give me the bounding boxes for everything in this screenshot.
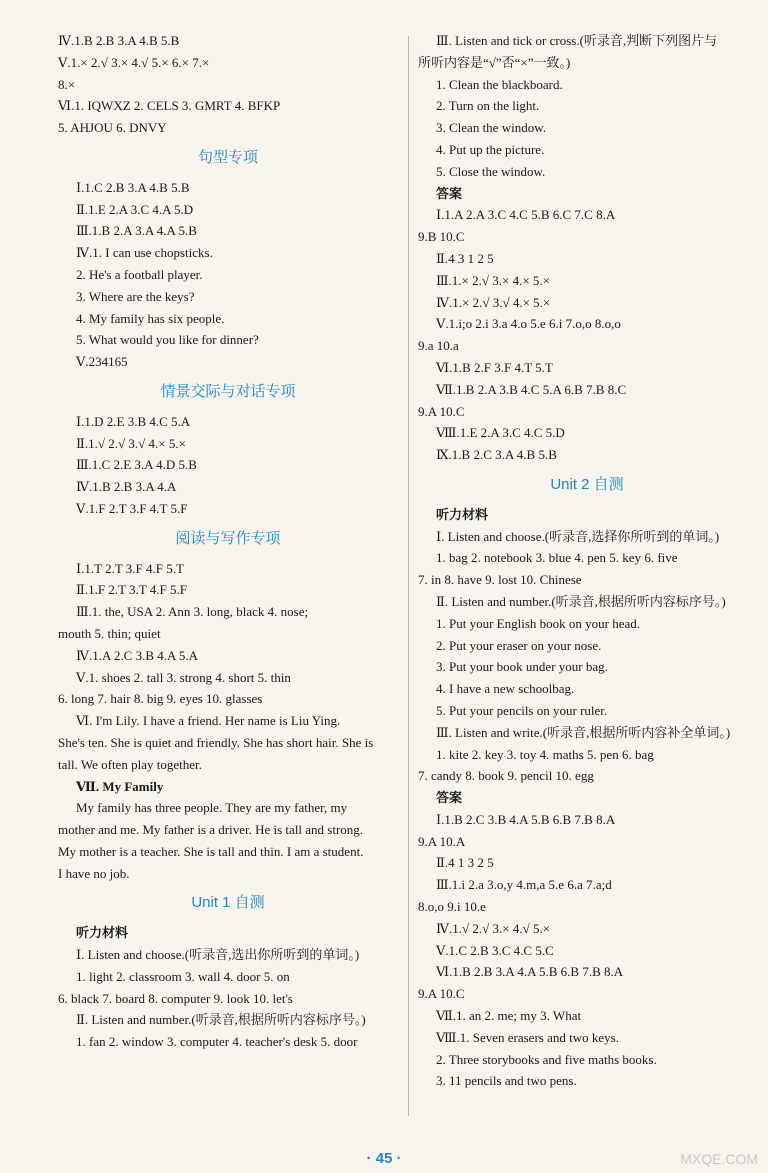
text-line: 所听内容是“√”否“×”一致。) bbox=[418, 54, 571, 70]
text-line: Ⅳ.1.× 2.√ 3.√ 4.× 5.× bbox=[436, 294, 551, 310]
text-line: Ⅴ.1.F 2.T 3.F 4.T 5.F bbox=[76, 500, 188, 516]
text-line: Ⅰ.1.C 2.B 3.A 4.B 5.B bbox=[76, 179, 190, 195]
text-line: 2. Turn on the light. bbox=[436, 98, 540, 114]
text-line: 听力材料 bbox=[436, 506, 489, 522]
text-line: Ⅰ. Listen and choose.(听录音,选出你所听到的单词。) bbox=[76, 947, 360, 963]
text-line: Ⅲ. Listen and write.(听录音,根据所听内容补全单词。) bbox=[436, 724, 731, 740]
text-line: Ⅲ. Listen and tick or cross.(听录音,判断下列图片与 bbox=[436, 33, 718, 48]
text-line: Ⅲ.1.× 2.√ 3.× 4.× 5.× bbox=[436, 272, 550, 288]
text-line: 8.× bbox=[58, 76, 76, 92]
text-line: 6. black 7. board 8. computer 9. look 10. let's bbox=[58, 990, 293, 1006]
text-line: Ⅰ.1.D 2.E 3.B 4.C 5.A bbox=[76, 413, 191, 429]
text-line: Ⅷ.1. Seven erasers and two keys. bbox=[436, 1029, 619, 1045]
text-line: Ⅰ.1.B 2.C 3.B 4.A 5.B 6.B 7.B 8.A bbox=[436, 811, 616, 827]
text-line: 5. Put your pencils on your ruler. bbox=[436, 702, 608, 718]
text-line: Ⅷ.1.E 2.A 3.C 4.C 5.D bbox=[436, 425, 565, 441]
text-line: Ⅱ.4 1 3 2 5 bbox=[436, 855, 494, 871]
page-number: · 45 · bbox=[366, 1150, 402, 1167]
section-heading: 情景交际与对话专项 bbox=[160, 382, 296, 400]
text-line: 3. Clean the window. bbox=[436, 120, 546, 136]
text-line: 3. Where are the keys? bbox=[76, 288, 195, 304]
text-line: Ⅳ.1.B 2.B 3.A 4.A bbox=[76, 479, 177, 495]
text-line: Ⅵ.1.B 2.B 3.A 4.A 5.B 6.B 7.B 8.A bbox=[436, 964, 624, 980]
text-line: Ⅶ.1.B 2.A 3.B 4.C 5.A 6.B 7.B 8.C bbox=[436, 381, 627, 397]
text-line: I have no job. bbox=[58, 865, 130, 881]
text-line: Ⅱ.4 3 1 2 5 bbox=[436, 250, 494, 266]
text-line: Ⅴ.1.× 2.√ 3.× 4.√ 5.× 6.× 7.× bbox=[58, 54, 210, 70]
left-column bbox=[58, 30, 398, 1053]
text-line: 4. Put up the picture. bbox=[436, 141, 545, 157]
text-line: 2. Three storybooks and five maths books. bbox=[436, 1051, 657, 1067]
text-line: 5. What would you like for dinner? bbox=[76, 332, 259, 348]
text-line: 1. kite 2. key 3. toy 4. maths 5. pen 6. bag bbox=[436, 746, 654, 762]
text-line: She's ten. She is quiet and friendly. She has short hair. She is bbox=[58, 734, 374, 750]
text-line: Ⅳ.1.A 2.C 3.B 4.A 5.A bbox=[76, 647, 199, 663]
section-heading: 阅读与写作专项 bbox=[175, 529, 281, 547]
text-line: Ⅴ.1. shoes 2. tall 3. strong 4. short 5. thin bbox=[76, 669, 291, 685]
watermark: MXQE.COM bbox=[680, 1151, 758, 1167]
text-line: Ⅲ.1.C 2.E 3.A 4.D 5.B bbox=[76, 457, 197, 473]
text-line: 9.B 10.C bbox=[418, 229, 465, 245]
text-line: 2. He's a football player. bbox=[76, 266, 203, 282]
text-line: 4. My family has six people. bbox=[76, 310, 225, 326]
text-line: Ⅳ.1.B 2.B 3.A 4.B 5.B bbox=[58, 33, 180, 48]
text-line: Ⅴ.234165 bbox=[76, 354, 128, 370]
text-line: My family has three people. They are my father, my bbox=[76, 800, 348, 816]
text-line: tall. We often play together. bbox=[58, 756, 202, 772]
text-line: Ⅴ.1.C 2.B 3.C 4.C 5.C bbox=[436, 942, 554, 958]
text-line: mouth 5. thin; quiet bbox=[58, 625, 161, 641]
text-line: Ⅶ.1. an 2. me; my 3. What bbox=[436, 1008, 582, 1024]
text-line: Ⅲ.1.B 2.A 3.A 4.A 5.B bbox=[76, 223, 197, 239]
text-line: Ⅵ. I'm Lily. I have a friend. Her name is Liu Ying. bbox=[76, 713, 341, 729]
text-line: Ⅴ.1.i;o 2.i 3.a 4.o 5.e 6.i 7.o,o 8.o,o bbox=[436, 316, 621, 332]
text-line: 6. long 7. hair 8. big 9. eyes 10. glasses bbox=[58, 691, 263, 707]
text-line: 9.a 10.a bbox=[418, 338, 459, 354]
text-line: 1. Put your English book on your head. bbox=[436, 615, 641, 631]
text-line: Ⅳ.1.√ 2.√ 3.× 4.√ 5.× bbox=[436, 920, 551, 936]
text-line: Ⅱ.1.√ 2.√ 3.√ 4.× 5.× bbox=[76, 435, 186, 451]
text-line: Ⅱ. Listen and number.(听录音,根据所听内容标序号。) bbox=[436, 593, 726, 609]
text-line: 2. Put your eraser on your nose. bbox=[436, 637, 602, 653]
text-line: 听力材料 bbox=[76, 925, 129, 941]
text-line: Ⅱ. Listen and number.(听录音,根据所听内容标序号。) bbox=[76, 1012, 366, 1028]
text-line: Ⅳ.1. I can use chopsticks. bbox=[76, 245, 213, 261]
text-line: 5. AHJOU 6. DNVY bbox=[58, 120, 167, 136]
text-line: 3. Put your book under your bag. bbox=[436, 659, 608, 675]
text-line: Ⅶ. My Family bbox=[76, 778, 164, 794]
text-line: 5. Close the window. bbox=[436, 163, 546, 179]
text-line: 答案 bbox=[436, 790, 463, 806]
text-line: Ⅲ.1.i 2.a 3.o,y 4.m,a 5.e 6.a 7.a;d bbox=[436, 877, 612, 893]
text-line: 7. in 8. have 9. lost 10. Chinese bbox=[418, 572, 582, 588]
section-heading: 句型专项 bbox=[197, 148, 258, 166]
text-line: Ⅰ.1.T 2.T 3.F 4.F 5.T bbox=[76, 560, 184, 576]
text-line: 9.A 10.C bbox=[418, 403, 465, 419]
text-line: 1. fan 2. window 3. computer 4. teacher's desk 5. door bbox=[76, 1034, 358, 1050]
text-line: Ⅵ.1. IQWXZ 2. CELS 3. GMRT 4. BFKP bbox=[58, 98, 281, 114]
right-column bbox=[418, 30, 756, 1092]
text-line: 答案 bbox=[436, 185, 463, 201]
text-line: 1. bag 2. notebook 3. blue 4. pen 5. key 6. five bbox=[436, 550, 678, 566]
text-line: Ⅱ.1.F 2.T 3.T 4.F 5.F bbox=[76, 582, 187, 598]
text-line: 4. I have a new schoolbag. bbox=[436, 681, 575, 697]
text-line: Ⅲ.1. the, USA 2. Ann 3. long, black 4. nose; bbox=[76, 604, 309, 620]
text-line: Ⅱ.1.E 2.A 3.C 4.A 5.D bbox=[76, 201, 194, 217]
text-line: My mother is a teacher. She is tall and thin. I am a student. bbox=[58, 843, 364, 859]
text-line: 3. 11 pencils and two pens. bbox=[436, 1073, 577, 1089]
text-line: 9.A 10.C bbox=[418, 986, 465, 1002]
text-line: Ⅵ.1.B 2.F 3.F 4.T 5.T bbox=[436, 359, 553, 375]
column-divider bbox=[408, 36, 409, 1116]
text-line: 7. candy 8. book 9. pencil 10. egg bbox=[418, 768, 594, 784]
text-line: Ⅰ. Listen and choose.(听录音,选择你所听到的单词。) bbox=[436, 528, 720, 544]
text-line: 1. Clean the blackboard. bbox=[436, 76, 563, 92]
section-heading: Unit 1 自测 bbox=[191, 894, 265, 912]
text-line: 8.o,o 9.i 10.e bbox=[418, 899, 486, 915]
text-line: mother and me. My father is a driver. He is tall and strong. bbox=[58, 822, 364, 838]
text-line: Ⅸ.1.B 2.C 3.A 4.B 5.B bbox=[436, 447, 557, 463]
text-line: 1. light 2. classroom 3. wall 4. door 5. on bbox=[76, 968, 290, 984]
text-line: 9.A 10.A bbox=[418, 833, 466, 849]
section-heading: Unit 2 自测 bbox=[550, 475, 624, 493]
text-line: Ⅰ.1.A 2.A 3.C 4.C 5.B 6.C 7.C 8.A bbox=[436, 207, 616, 223]
